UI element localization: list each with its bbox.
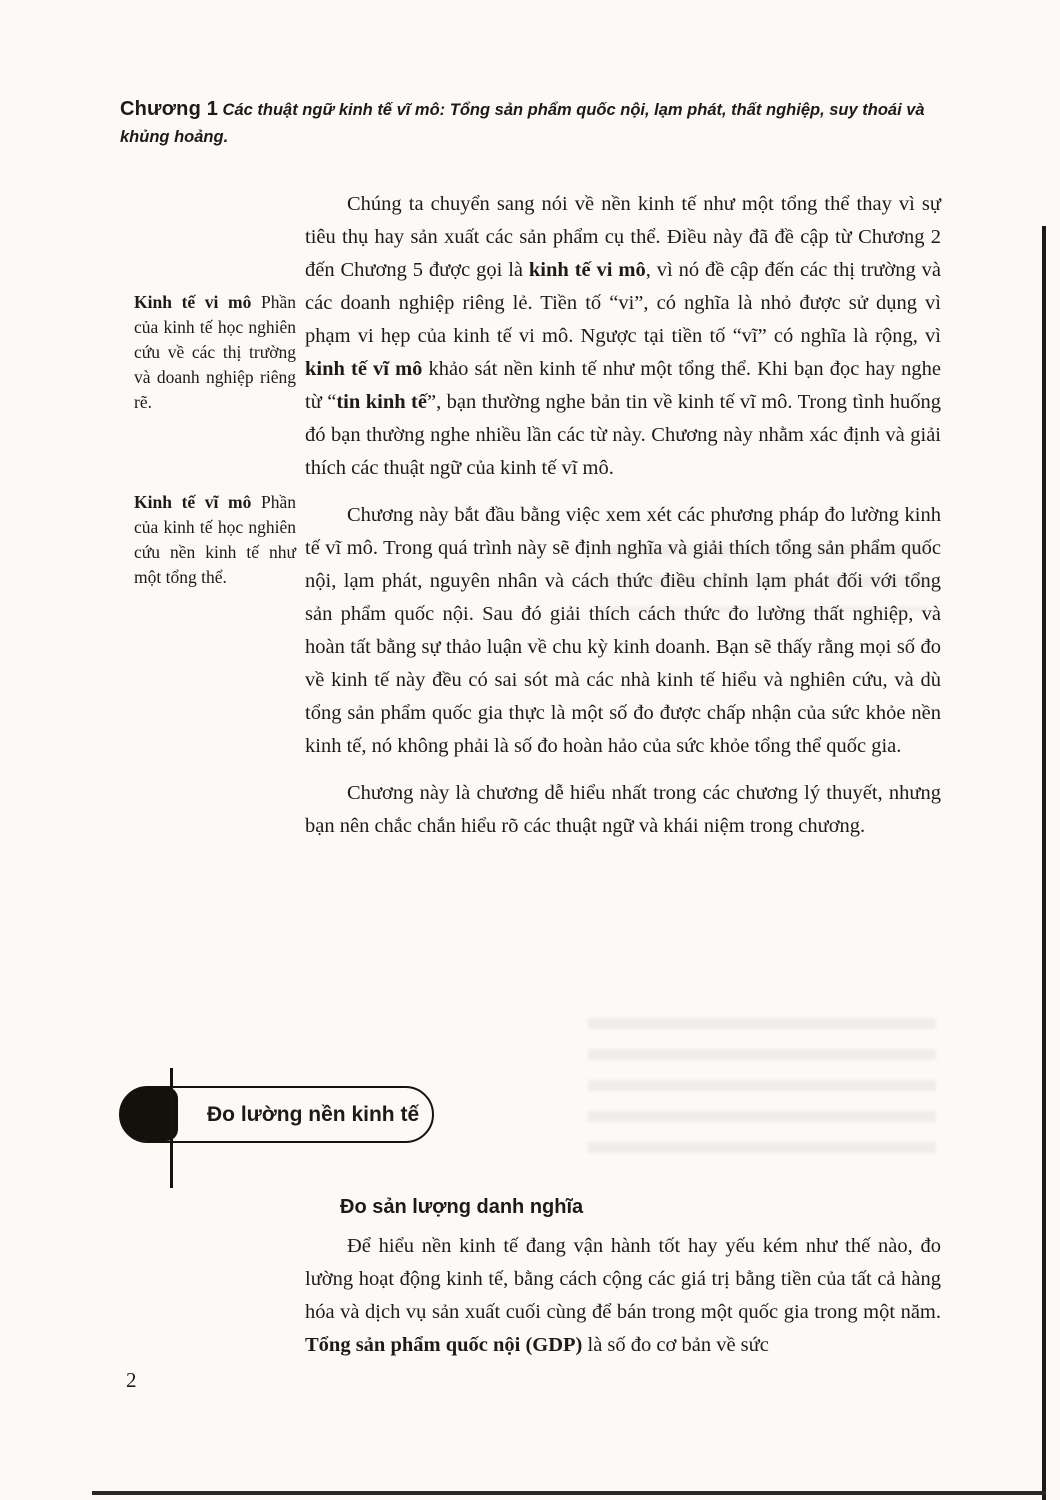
- section-heading: Đo lường nền kinh tế: [207, 1102, 420, 1126]
- margin-note-microeconomics: [134, 290, 296, 415]
- margin-note-definition: Phần của kinh tế học nghiên cứu về các thị trường và doanh nghiệp riêng rẽ.: [134, 292, 297, 412]
- margin-note-definition: Phần của kinh tế học nghiên cứu nền kinh tế như một tổng thể.: [134, 492, 297, 587]
- subsection-heading: Đo sản lượng danh nghĩa: [340, 1196, 584, 1218]
- page-number: 2: [126, 1368, 137, 1392]
- body-paragraph: Chương này là chương dễ hiểu nhất trong các chương lý thuyết, nhưng bạn nên chắc chắn hiểu rõ các thuật ngữ và khái niệm trong chương.: [305, 782, 941, 837]
- body-paragraph: Chương này bắt đầu bằng việc xem xét các phương pháp đo lường kinh tế vĩ mô. Trong quá trình này sẽ định nghĩa và giải thích tổng sản phẩm quốc nội, lạm phát, nguyên nhân và cách thức điều chỉnh lạm phát đối với tổng sản phẩm quốc nội. Sau đó giải thích cách thức đo lường thất nghiệp, và hoàn tất bằng sự thảo luận về chu kỳ kinh doanh. Bạn sẽ thấy rằng mọi số đo về kinh tế này đều có sai sót mà các nhà kinh tế hiểu và nghiên cứu, và dù tổng sản phẩm quốc gia thực là một số đo được chấp nhận của sức khỏe nền kinh tế, nó không phải là số đo hoàn hảo của sức khỏe tổng thể quốc gia.: [305, 504, 941, 757]
- chapter-label: Chương 1: [120, 98, 219, 120]
- scan-artifact-bottom-line: [92, 1491, 1046, 1495]
- chapter-header: [120, 96, 950, 151]
- bleedthrough-artifact: [588, 1018, 936, 1163]
- scan-artifact-right-line: [1042, 226, 1046, 1500]
- margin-note-term: Kinh tế vĩ mô: [134, 492, 252, 512]
- section-heading-tab: [119, 1086, 434, 1143]
- margin-note-macroeconomics: [134, 490, 296, 590]
- body-text-column: [305, 188, 941, 857]
- subsection-paragraph: Để hiểu nền kinh tế đang vận hành tốt hay yếu kém như thế nào, đo lường hoạt động kinh tế, bằng cách cộng các giá trị bằng tiền của tất cả hàng hóa và dịch vụ sản xuất cuối cùng để bán trong một quốc gia trong một năm. Tổng sản phẩm quốc nội (GDP) là số đo cơ bản về sức: [305, 1235, 941, 1356]
- tab-vertical-line: [170, 1068, 173, 1188]
- margin-note-term: Kinh tế vi mô: [134, 292, 252, 312]
- body-paragraph: Chúng ta chuyển sang nói về nền kinh tế như một tổng thể thay vì sự tiêu thụ hay sản xuất các sản phẩm cụ thể. Điều này đã đề cập từ Chương 2 đến Chương 5 được gọi là kinh tế vi mô, vì nó đề cập đến các thị trường và các doanh nghiệp riêng lẻ. Tiền tố “vi”, có nghĩa là nhỏ được sử dụng vì phạm vi hẹp của kinh tế vi mô. Ngược tại tiền tố “vĩ” có nghĩa là rộng, vì kinh tế vĩ mô khảo sát nền kinh tế như một tổng thể. Khi bạn đọc hay nghe từ “tin kinh tế”, bạn thường nghe bản tin về kinh tế vĩ mô. Trong tình huống đó bạn thường nghe nhiều lần các từ này. Chương này nhằm xác định và giải thích các thuật ngữ của kinh tế vĩ mô.: [305, 193, 942, 479]
- chapter-title: Các thuật ngữ kinh tế vĩ mô: Tổng sản phẩm quốc nội, lạm phát, thất nghiệp, suy thoái và khủng hoảng.: [120, 101, 925, 146]
